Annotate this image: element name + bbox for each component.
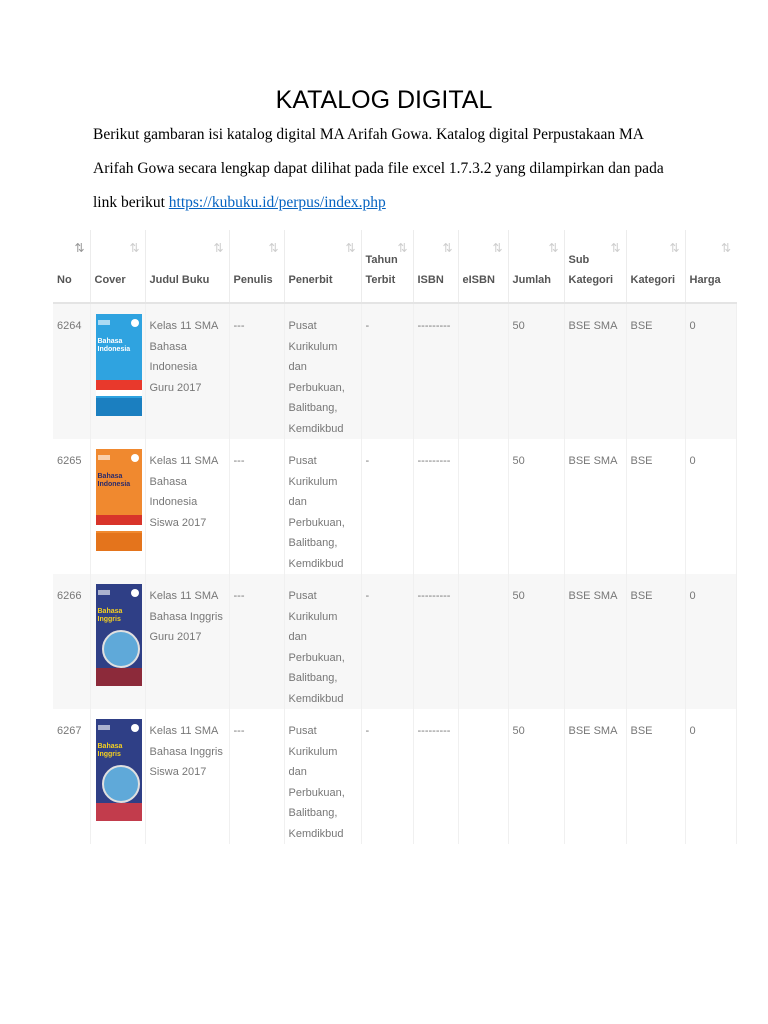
table-row xyxy=(53,303,736,439)
cell-tahun: - xyxy=(361,709,413,844)
cell-jumlah: 50 xyxy=(508,439,564,574)
catalog-table-screenshot xyxy=(53,230,736,840)
cell-penerbit: Pusat Kurikulum dan Perbukuan, Balitbang, Kemdikbud xyxy=(284,574,361,709)
cell-tahun: - xyxy=(361,303,413,439)
table-row xyxy=(53,709,736,844)
sort-icon: ⇅ xyxy=(669,241,680,255)
cell-judul[interactable]: Kelas 11 SMA Bahasa Indonesia Siswa 2017 xyxy=(145,439,229,574)
intro-line-2: Arifah Gowa secara lengkap dapat dilihat pada file excel 1.7.3.2 yang dilampirkan dan pada xyxy=(93,160,664,177)
page-title: KATALOG DIGITAL xyxy=(275,86,493,114)
table-header-row xyxy=(53,230,736,303)
header-harga[interactable]: ⇅ Harga xyxy=(685,230,736,303)
header-tahun-terbit[interactable]: ⇅ Tahun Terbit xyxy=(361,230,413,303)
cell-eisbn xyxy=(458,439,508,574)
sort-icon: ⇅ xyxy=(213,241,224,255)
header-sub-kategori[interactable]: ⇅ Sub Kategori xyxy=(564,230,626,303)
cell-judul[interactable]: Kelas 11 SMA Bahasa Inggris Guru 2017 xyxy=(145,574,229,709)
sort-icon: ⇅ xyxy=(720,241,731,255)
book-cover-image[interactable]: Bahasa Indonesia xyxy=(96,314,142,416)
catalog-table xyxy=(53,230,737,844)
cell-harga: 0 xyxy=(685,303,736,439)
catalog-link[interactable]: https://kubuku.id/perpus/index.php xyxy=(168,194,386,211)
cell-eisbn xyxy=(458,709,508,844)
cell-sub-kategori: BSE SMA xyxy=(564,303,626,439)
cell-eisbn xyxy=(458,303,508,439)
cell-jumlah: 50 xyxy=(508,709,564,844)
cell-no: 6264 xyxy=(53,303,90,439)
cell-sub-kategori: BSE SMA xyxy=(564,574,626,709)
cell-no: 6265 xyxy=(53,439,90,574)
cell-kategori: BSE xyxy=(626,303,685,439)
cell-sub-kategori: BSE SMA xyxy=(564,439,626,574)
cell-cover xyxy=(90,574,145,709)
cell-jumlah: 50 xyxy=(508,574,564,709)
cell-penulis: --- xyxy=(229,439,284,574)
cell-tahun: - xyxy=(361,574,413,709)
cell-penerbit: Pusat Kurikulum dan Perbukuan, Balitbang, Kemdikbud xyxy=(284,303,361,439)
cell-kategori: BSE xyxy=(626,439,685,574)
cell-harga: 0 xyxy=(685,574,736,709)
cell-penulis: --- xyxy=(229,709,284,844)
table-row xyxy=(53,439,736,574)
cell-penerbit: Pusat Kurikulum dan Perbukuan, Balitbang, Kemdikbud xyxy=(284,709,361,844)
cell-judul[interactable]: Kelas 11 SMA Bahasa Indonesia Guru 2017 xyxy=(145,303,229,439)
cell-isbn: --------- xyxy=(413,574,458,709)
header-penerbit[interactable]: ⇅ Penerbit xyxy=(284,230,361,303)
header-penulis[interactable]: ⇅ Penulis xyxy=(229,230,284,303)
sort-icon: ⇅ xyxy=(397,241,408,255)
header-judul-buku[interactable]: ⇅ Judul Buku xyxy=(145,230,229,303)
cell-isbn: --------- xyxy=(413,709,458,844)
header-cover[interactable]: ⇅ Cover xyxy=(90,230,145,303)
cell-judul[interactable]: Kelas 11 SMA Bahasa Inggris Siswa 2017 xyxy=(145,709,229,844)
cell-tahun: - xyxy=(361,439,413,574)
cell-cover xyxy=(90,439,145,574)
sort-icon: ⇅ xyxy=(548,241,559,255)
cell-kategori: BSE xyxy=(626,574,685,709)
header-no[interactable]: ⇅ No xyxy=(53,230,90,303)
cell-penulis: --- xyxy=(229,303,284,439)
intro-line-1: Berikut gambaran isi katalog digital MA Arifah Gowa. Katalog digital Perpustakaan MA xyxy=(93,126,644,143)
cell-kategori: BSE xyxy=(626,709,685,844)
sort-icon: ⇅ xyxy=(74,241,85,255)
header-jumlah[interactable]: ⇅ Jumlah xyxy=(508,230,564,303)
header-isbn[interactable]: ⇅ ISBN xyxy=(413,230,458,303)
cell-harga: 0 xyxy=(685,709,736,844)
cell-penerbit: Pusat Kurikulum dan Perbukuan, Balitbang, Kemdikbud xyxy=(284,439,361,574)
header-eisbn[interactable]: ⇅ eISBN xyxy=(458,230,508,303)
sort-icon: ⇅ xyxy=(610,241,621,255)
cell-harga: 0 xyxy=(685,439,736,574)
book-cover-image[interactable]: Bahasa Inggris xyxy=(96,719,142,821)
header-kategori[interactable]: ⇅ Kategori xyxy=(626,230,685,303)
cell-isbn: --------- xyxy=(413,303,458,439)
sort-icon: ⇅ xyxy=(492,241,503,255)
cell-sub-kategori: BSE SMA xyxy=(564,709,626,844)
table-row xyxy=(53,574,736,709)
cell-no: 6266 xyxy=(53,574,90,709)
cell-isbn: --------- xyxy=(413,439,458,574)
book-cover-image[interactable]: Bahasa Indonesia xyxy=(96,449,142,551)
sort-icon: ⇅ xyxy=(345,241,356,255)
cell-no: 6267 xyxy=(53,709,90,844)
sort-icon: ⇅ xyxy=(442,241,453,255)
cell-cover xyxy=(90,709,145,844)
cell-jumlah: 50 xyxy=(508,303,564,439)
book-cover-image[interactable]: Bahasa Inggris xyxy=(96,584,142,686)
intro-paragraph xyxy=(93,118,693,220)
cell-eisbn xyxy=(458,574,508,709)
sort-icon: ⇅ xyxy=(129,241,140,255)
sort-icon: ⇅ xyxy=(268,241,279,255)
cell-penulis: --- xyxy=(229,574,284,709)
intro-line-3-prefix: link berikut xyxy=(93,194,169,211)
cell-cover xyxy=(90,303,145,439)
